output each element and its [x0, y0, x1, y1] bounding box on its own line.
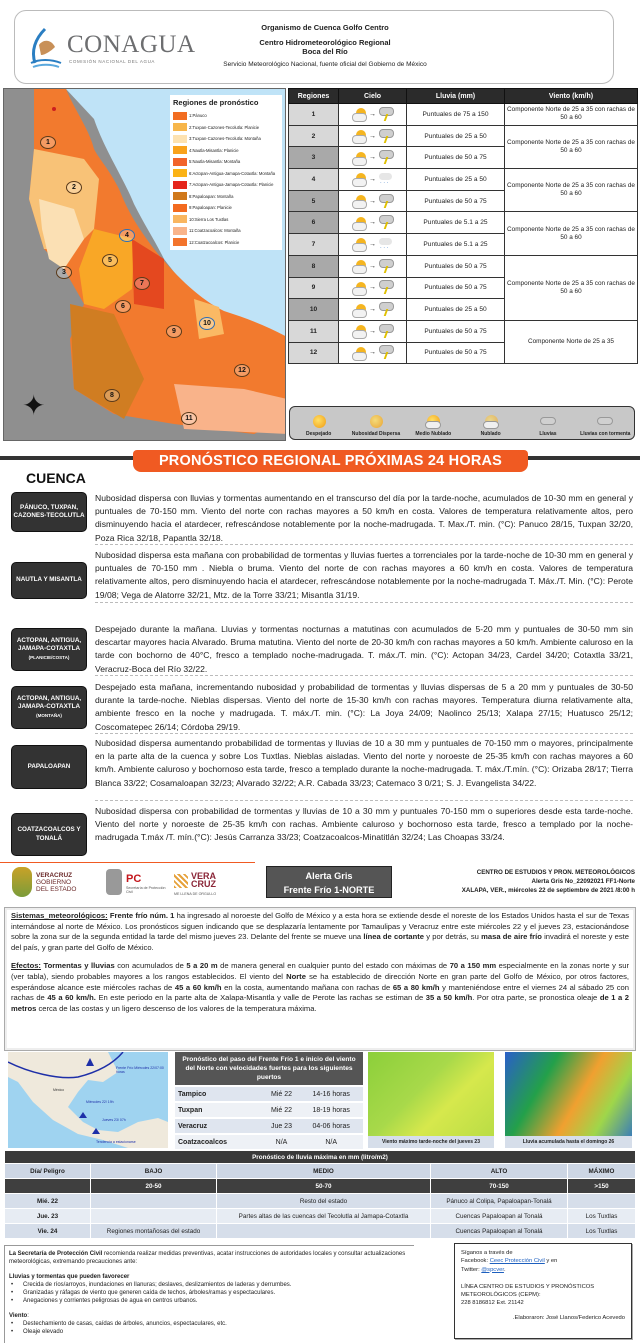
- conagua-emblem-icon: [27, 25, 63, 71]
- dashed-divider: [95, 602, 633, 603]
- legend-label: 2:Tuxpan-Cazones-Tecolutla: Planicie: [189, 124, 260, 130]
- thunderstorm-icon: [378, 215, 393, 230]
- arrow-right-icon: →: [369, 219, 376, 227]
- port-hours: 14-16 horas: [299, 1087, 363, 1101]
- legend-swatch: [173, 112, 187, 120]
- region-marker-1: 1: [40, 136, 56, 149]
- rain-medio: Partes altas de las cuencas del Tecolutla al Jamapa-Cotaxtla: [217, 1209, 430, 1223]
- legend-swatch: [173, 192, 187, 200]
- port-hours: N/A: [299, 1135, 363, 1149]
- legend-title: Regiones de pronóstico: [173, 98, 259, 107]
- legend-item: [173, 202, 279, 214]
- rain-forecast: Puntuales de 75 a 150: [407, 104, 505, 126]
- port-day: Mié 22: [264, 1087, 300, 1101]
- smn-tagline: Servicio Meteorológico Nacional, fuente oficial del Gobierno de México: [223, 61, 427, 68]
- accumulated-rain-caption: Lluvia acumulada hasta el domingo 26: [505, 1136, 632, 1148]
- legend-swatch: [173, 204, 187, 212]
- header-titles: [175, 23, 475, 68]
- rain-day: Vie. 24: [5, 1224, 90, 1238]
- partly-cloudy-icon: [352, 217, 367, 229]
- arrow-right-icon: →: [369, 110, 376, 118]
- port-day: Mié 22: [264, 1103, 300, 1117]
- max-rain-table: Pronóstico de lluvia máxima en mm (litro/m2) Día/ Peligro BAJO MEDIO ALTO MÁXIMO 20-50 50-70 70-150 >150 Mié. 22 Resto del estado Pánuco al Colipa, Papaloapan-Tonalá Jue. 23 Partes altas de las cuencas del Tecolutla al Jamapa-Cotaxtla Cuencas Papaloapan al Tonalá Los Tuxtlas Vie. 24 Regiones montañosas del estado Cuencas Papaloapan al Tonalá Los Tuxtlas: [4, 1150, 636, 1239]
- arrow-right-icon: →: [369, 327, 376, 335]
- ports-forecast: [175, 1052, 363, 1151]
- region-number: 1: [289, 104, 339, 126]
- organism-name: Organismo de Cuenca Golfo Centro: [261, 23, 389, 32]
- region-row: [289, 212, 638, 234]
- thunderstorm-icon: [378, 302, 393, 317]
- thunderstorm-icon: [378, 194, 393, 209]
- region-number: 10: [289, 299, 339, 321]
- region-marker-4: 4: [119, 229, 135, 242]
- col-lluvia: Lluvia (mm): [407, 89, 505, 104]
- contact-box: Síganos a través de Facebook: Ceec Protección Civil y en Twitter: @spcver. LÍNEA CENTRO DE ESTUDIOS Y PRONÓSTICOS METEOROLÓGICOS (CEPM): 228 8186812 Ext. 21142 .Elaboraron: José Llanos/Federico Acevedo: [454, 1243, 632, 1339]
- rain-icon: [378, 237, 393, 252]
- max-wind-map: [368, 1052, 494, 1148]
- regional-forecast-title: PRONÓSTICO REGIONAL PRÓXIMAS 24 HORAS: [133, 450, 528, 472]
- rain-alto: Cuencas Papaloapan al Tonalá: [431, 1224, 567, 1238]
- alert-info: [395, 868, 635, 895]
- partly-cloudy-icon: [352, 152, 367, 164]
- rain-bajo: Regiones montañosas del estado: [91, 1224, 216, 1238]
- partly-cloudy-icon: [352, 282, 367, 294]
- region-number: 8: [289, 255, 339, 277]
- region-marker-9: 9: [166, 325, 182, 338]
- thunderstorm-icon: [378, 345, 393, 360]
- thunderstorm-icon: [378, 324, 393, 339]
- rain-forecast: Puntuales de 5.1 a 25: [407, 212, 505, 234]
- basin-name-badge: COATZACOALCOS Y TONALÁ: [11, 813, 87, 856]
- facebook-link[interactable]: Ceec Protección Civil: [489, 1258, 545, 1265]
- legend-swatch: [173, 238, 187, 246]
- rain-day: Jue. 23: [5, 1209, 90, 1223]
- basin-name-badge: ACTOPAN, ANTIGUA, JAMAPA-COTAXTLA (PLANICIE/COSTA): [11, 628, 87, 671]
- veracruz-coat-of-arms-icon: [12, 867, 32, 897]
- col-viento: Viento (km/h): [505, 89, 638, 104]
- basin-name-badge: NAUTLA Y MISANTLA: [11, 562, 87, 599]
- port-row: [175, 1119, 363, 1133]
- partly-cloudy-icon: [352, 130, 367, 142]
- basin-name-badge: PÁNUCO, TUXPAN, CAZONES-TECOLUTLA: [11, 492, 87, 532]
- orange-divider: [0, 862, 255, 863]
- legend-swatch: [173, 181, 187, 189]
- arrow-right-icon: →: [369, 154, 376, 162]
- meteorological-systems-box: [4, 907, 636, 1051]
- region-marker-11: 11: [181, 412, 197, 425]
- partly-cloudy-icon: [352, 195, 367, 207]
- thunderstorm-icon: [378, 107, 393, 122]
- twitter-link[interactable]: @spcver: [481, 1266, 504, 1273]
- region-number: 6: [289, 212, 339, 234]
- legend-item: [173, 179, 279, 191]
- sky-legend-partly-cloudy: Medio Nublado: [406, 414, 460, 437]
- alert-badge: Alerta Gris Frente Frío 1-NORTE: [266, 866, 392, 898]
- rain-row: [5, 1209, 635, 1223]
- sky-legend-scattered: Nubosidad Dispersa: [349, 414, 403, 437]
- region-number: 9: [289, 277, 339, 299]
- rain-row: [5, 1224, 635, 1238]
- logo-wordmark: CONAGUA: [67, 31, 196, 58]
- pc-logo: PC: [126, 873, 142, 885]
- vera-cruz-pattern-icon: [174, 874, 188, 888]
- region-number: 12: [289, 342, 339, 364]
- wind-hazards-title: Viento:: [9, 1312, 29, 1319]
- center-location: Boca del Río: [302, 47, 348, 56]
- port-row: [175, 1135, 363, 1149]
- legend-item: [173, 237, 279, 249]
- rain-hazard-item: • Crecida de ríos/arroyos, inundaciones en llanuras; deslaves, deslizamientos de laderas y derrumbes.: [9, 1281, 410, 1289]
- dashed-divider: [95, 733, 633, 734]
- arrow-right-icon: →: [369, 306, 376, 314]
- legend-swatch: [173, 215, 187, 223]
- col-cielo: Cielo: [339, 89, 407, 104]
- basin-forecast-text: Despejado esta mañana, incrementando nubosidad y probabilidad de tormentas y lluvias dispersas de 5 a 20 mm y puntuales de 30-50 durante la tarde-noche. Nieblas dispersas. Viento del norte de 15-30 km/h con rachas mayores. Temperatura diurna relativamente alta, ambiente fresco en la noche y madrugada. T. máx./T. min. (°C): La Joya 24/09; Naolinco 25/13; Xalapa 27/15; Huatusco 25/12; Coscomatepec 26/14; Córdoba 29/19.: [95, 682, 633, 732]
- legend-swatch: [173, 146, 187, 154]
- legend-swatch: [173, 158, 187, 166]
- wind-forecast: Componente Norte de 25 a 35 con rachas de 50 a 60: [505, 169, 638, 212]
- legend-label: 12:Coatzacoalcos: Planicie: [189, 239, 240, 245]
- legend-label: 4:Nautla-Misantla: Planicie: [189, 147, 239, 153]
- rain-hazard-item: • Anegaciones y corrientes peligrosas de agua en centros urbanos.: [9, 1297, 410, 1305]
- thunderstorm-icon: [378, 150, 393, 165]
- center-name: Centro Hidrometeorológico Regional: [259, 38, 391, 47]
- basin-forecast-text: Nubosidad dispersa aumentando probabilidad de tormentas y lluvias de 10 a 30 mm y puntuales de 70-150 mm o mayores, principalmente en la parte alta de la cuenca y sobre Los Tuxtlas. Nieblas aisladas. Viento del norte y noroeste de 25-35 km/h con rachas mayores a 60 km/h. Ambiente caluroso y bochornoso esta tarde, fresco a templado durante la noche-madrugada. T. máx./T.mín. (°C): Orizaba 28/17; Tierra Blanca 33/22; Cosamaloapan 32/23; Alvarado 32/22; A.R. Cabada 33/23; Catemaco 3 0/21; S. J. Evangelista 34/22.: [95, 738, 633, 788]
- region-row: [289, 104, 638, 126]
- region-marker-8: 8: [104, 389, 120, 402]
- legend-item: [173, 214, 279, 226]
- rain-maximo: Los Tuxtlas: [568, 1224, 635, 1238]
- arrow-right-icon: →: [369, 197, 376, 205]
- issuing-center: CENTRO DE ESTUDIOS Y PRON. METEOROLÓGICOS: [476, 869, 635, 876]
- rain-forecast: Puntuales de 5.1 a 25: [407, 234, 505, 256]
- legend-swatch: [173, 169, 187, 177]
- arrow-right-icon: →: [369, 240, 376, 248]
- rain-forecast: Puntuales de 50 a 75: [407, 255, 505, 277]
- compass-rose-icon: ✦: [22, 390, 46, 421]
- region-marker-5: 5: [102, 254, 118, 267]
- wind-forecast: Componente Norte de 25 a 35 con rachas de 50 a 60: [505, 104, 638, 126]
- rain-hazards-title: Lluvias y tormentas que pueden favorecer: [9, 1273, 130, 1280]
- port-row: [175, 1087, 363, 1101]
- arrow-right-icon: →: [369, 284, 376, 292]
- vera-cruz-logo: VERA CRUZ: [191, 871, 216, 889]
- rain-alto: Cuencas Papaloapan al Tonalá: [431, 1209, 567, 1223]
- rain-forecast: Puntuales de 25 a 50: [407, 299, 505, 321]
- rain-forecast: Puntuales de 50 a 75: [407, 320, 505, 342]
- sky-forecast: [339, 125, 407, 147]
- legend-label: 7:Actopan-Antigua-Jamapa-Cotaxtla: Planicie: [189, 182, 274, 188]
- dashed-divider: [95, 675, 633, 676]
- region-number: 7: [289, 234, 339, 256]
- legend-item: [173, 225, 279, 237]
- rain-maximo: [568, 1194, 635, 1208]
- legend-swatch: [173, 227, 187, 235]
- legend-item: [173, 133, 279, 145]
- legend-label: 1:Pánuco: [189, 113, 207, 119]
- region-marker-2: 2: [66, 181, 82, 194]
- arrow-right-icon: →: [369, 349, 376, 357]
- region-number: 4: [289, 169, 339, 191]
- pc-shield-icon: [106, 869, 122, 895]
- basin-forecast-text: Nubosidad dispersa con lluvias y tormentas aumentando en el transcurso del día por la tarde-noche, acumulados de 10-30 mm en general y puntuales de 70-150 mm. Viento del norte con rachas mayores a 50 km/h en costa. Valores de temperatura relativamente altos, pero disminuyendo hacia el atardecer, refrescándose notablemente por la noche-madrugada. T. Max./T. min. (°C): Panuco 28/15, Tuxpan 32/20, Poza Rica 32/18, Papantla 32/18.: [95, 493, 633, 543]
- region-number: 2: [289, 125, 339, 147]
- conagua-logo: [27, 25, 196, 71]
- legend-item: [173, 156, 279, 168]
- wind-forecast: Componente Norte de 25 a 35: [505, 320, 638, 363]
- legend-item: [173, 191, 279, 203]
- arrow-right-icon: →: [369, 175, 376, 183]
- rain-hazard-item: • Granizadas y ráfagas de viento que generen caída de techos, árboles/ramas y espectaculares.: [9, 1289, 410, 1297]
- wind-forecast: Componente Norte de 25 a 35 con rachas de 50 a 60: [505, 212, 638, 255]
- port-hours: 18-19 horas: [299, 1103, 363, 1117]
- region-row: [289, 255, 638, 277]
- col-regiones: Regiones: [289, 89, 339, 104]
- partly-cloudy-icon: [352, 238, 367, 250]
- legend-swatch: [173, 135, 187, 143]
- port-name: Coatzacoalcos: [175, 1135, 264, 1149]
- region-marker-12: 12: [234, 364, 250, 377]
- legend-item: [173, 110, 279, 122]
- partly-cloudy-icon: [352, 304, 367, 316]
- authors-signature: .Elaboraron: José Llanos/Federico Acevedo: [512, 1314, 625, 1321]
- region-row: [289, 125, 638, 147]
- alert-datetime: XALAPA, VER., miércoles 22 de septiembre de 2021 /8:00 h: [461, 887, 635, 894]
- port-row: [175, 1103, 363, 1117]
- sky-legend-cloudy: Nublado: [464, 414, 518, 437]
- cuenca-label: CUENCA: [26, 470, 86, 486]
- sky-forecast: [339, 104, 407, 126]
- sky-forecast: [339, 169, 407, 191]
- rain-forecast: Puntuales de 50 a 75: [407, 190, 505, 212]
- clouds-icon: [482, 414, 500, 430]
- thunderstorm-icon: [378, 129, 393, 144]
- sun-haze-icon: [367, 414, 385, 430]
- thunderstorm-icon: [378, 259, 393, 274]
- report-header: [14, 10, 614, 84]
- wind-hazard-item: • Oleaje elevado: [9, 1328, 410, 1336]
- rain-forecast: Puntuales de 50 a 75: [407, 277, 505, 299]
- map-legend: [170, 95, 282, 250]
- port-name: Tampico: [175, 1087, 264, 1101]
- government-logos: VERACRUZ GOBIERNO DEL ESTADO PC Secretaría de Protección Civil VERA CRUZ ME LLENA DE ORGULLO: [10, 864, 260, 900]
- legend-item: [173, 145, 279, 157]
- sky-forecast: [339, 277, 407, 299]
- rain-table-title: Pronóstico de lluvia máxima en mm (litro/m2): [5, 1151, 635, 1163]
- region-marker-7: 7: [134, 277, 150, 290]
- sky-forecast: [339, 147, 407, 169]
- partly-cloudy-icon: [352, 173, 367, 185]
- port-name: Tuxpan: [175, 1103, 264, 1117]
- basin-forecast-text: Despejado durante la mañana. Lluvias y tormentas nocturnas a matutinas con acumulados de 5-20 mm y puntuales de 30-50 mm sin descartar mayores hacia Alvarado. Bruma matutina. Viento del norte de 20-30 km/h con rachas mayores a 50 km/h. Ambiente caluroso en la tarde con bochorno de 40°C, fresco a templado noche-madrugada. T. máx./T. min. (°C): Actopan 34/23, Cardel 34/20; Cotaxtla 33/21, Veracruz-Boca del Río 32/22.: [95, 624, 633, 674]
- partly-cloudy-icon: [352, 108, 367, 120]
- sun-cloud-icon: [424, 414, 442, 430]
- sky-legend-clear: Despejado: [292, 414, 346, 437]
- dashed-divider: [95, 800, 633, 801]
- sky-forecast: [339, 320, 407, 342]
- rain-medio: Resto del estado: [217, 1194, 430, 1208]
- cepm-line-title: LÍNEA CENTRO DE ESTUDIOS Y PRONÓSTICOS METEOROLÓGICOS (CEPM):: [461, 1283, 595, 1299]
- port-day: N/A: [264, 1135, 300, 1149]
- rain-forecast: Puntuales de 50 a 75: [407, 342, 505, 364]
- sky-forecast: [339, 255, 407, 277]
- partly-cloudy-icon: [352, 260, 367, 272]
- sky-forecast: [339, 212, 407, 234]
- pc-intro: La Secretaría de Protección Civil recomienda realizar medidas preventivas, acatar instrucciones de autoridades locales y consultar actualizaciones meteorológicas, extremando precauciones ante:: [9, 1251, 406, 1266]
- rain-icon: [539, 414, 557, 430]
- rain-forecast: Puntuales de 50 a 75: [407, 147, 505, 169]
- port-hours: 04-06 horas: [299, 1119, 363, 1133]
- ports-title: Pronóstico del paso del Frente Frío 1 e inicio del viento del Norte con velocidades fuertes para los siguientes puertos: [175, 1052, 363, 1085]
- veracruz-gov-logo: VERACRUZ GOBIERNO DEL ESTADO: [36, 872, 77, 893]
- legend-label: 3:Tuxpan-Cazones-Tecolutla: Montaña: [189, 136, 261, 142]
- rain-bajo: [91, 1209, 216, 1223]
- civil-protection-recommendations: [4, 1245, 414, 1343]
- regions-forecast-table: [288, 88, 638, 364]
- legend-label: 6:Actopan-Antigua-Jamapa-Cotaxtla: Montaña: [189, 170, 276, 176]
- rain-medio: [217, 1224, 430, 1238]
- region-marker-6: 6: [115, 300, 131, 313]
- arrow-right-icon: →: [369, 132, 376, 140]
- legend-label: 10:Sierra Los Tuxtlas: [189, 216, 229, 222]
- rain-bajo: [91, 1194, 216, 1208]
- basin-forecast-text: Nubosidad dispersa con probabilidad de tormentas y lluvias de 10 a 30 mm y puntuales 70-150 mm o superiores desde esta tarde-noche. Viento del norte y noroeste de 25-35 km/h con rachas. Ambiente caluroso y bochornoso esta tarde, fresco a templado por la noche-madrugada T.máx /T. mín.(°C): Jesús Carranza 33/23; Coatzacoalcos-Minatitlán 32/24; Las Choapas 33/24.: [95, 806, 633, 843]
- region-marker-3: 3: [56, 266, 72, 279]
- sky-legend: [289, 406, 635, 440]
- effects-paragraph: Efectos: Tormentas y lluvias con acumulados de 5 a 20 m de manera general en cualquier punto del estado con máximas de 70 a 150 mm especialmente en la zonas norte y sur (ver tabla), siendo probables mayores a los rangos establecidos. El viento del Norte se ha establecido de dirección Norte en gran parte del Golfo de México, por otros factores, esperándose alcance este miércoles rachas de 45 a 60 km/h en la costa, aumentando mañana con rachas de 65 a 80 km/h y manteniéndose entre el viernes 24 al sábado 25 con rachas de 45 a 60 km/h. En este periodo en la parte alta de Xalapa-Misantla y valle de Perote las rachas se estiman de 35 a 50 km/h. Por otra parte, se pronostica oleaje de 1 a 2 metros cerca de las costas y un ligero descenso de los valores de la temperatura máxima.: [11, 961, 630, 1013]
- legend-item: [173, 122, 279, 134]
- rain-alto: Pánuco al Colipa, Papaloapan-Tonalá: [431, 1194, 567, 1208]
- rain-maximo: Los Tuxtlas: [568, 1209, 635, 1223]
- sun-icon: [310, 414, 328, 430]
- systems-paragraph: Sistemas_meteorológicos: Frente frío núm. 1 ha ingresado al noroeste del Golfo de México y a esta hora se extiende desde el noreste de los Estados Unidos hasta el sur de Texas internándose al norte de México. Los pronósticos siguen indicando que se desplazaría lentamente por Tamaulipas y Veracruz entre este miércoles 22 y el jueves 23, estacionándose sobre la zona sur de la segunda entidad la tarde del mismo jueves 23. Delante del frente se mueve una línea de cortante y por detrás, su masa de aire frío invadirá el noreste y este del país, y gran parte del Golfo de México.: [11, 911, 630, 952]
- rain-row: [5, 1194, 635, 1208]
- rain-day: Mié. 22: [5, 1194, 90, 1208]
- sky-legend-storm: Lluvias con tormenta: [578, 414, 632, 437]
- wind-forecast: Componente Norte de 25 a 35 con rachas de 50 a 60: [505, 125, 638, 168]
- region-marker-10: 10: [199, 317, 215, 330]
- legend-label: 8:Papaloapan: Montaña: [189, 193, 234, 199]
- region-row: [289, 320, 638, 342]
- arrow-right-icon: →: [369, 262, 376, 270]
- logo-subtitle: COMISIÓN NACIONAL DEL AGUA: [69, 59, 156, 64]
- region-row: [289, 169, 638, 191]
- rain-icon: [378, 172, 393, 187]
- sky-forecast: [339, 234, 407, 256]
- legend-label: 11:Coatzacoalcos: Montaña: [189, 228, 241, 234]
- thunderstorm-icon: [596, 414, 614, 430]
- accumulated-rain-map: [505, 1052, 632, 1148]
- dashed-divider: [95, 544, 633, 545]
- sky-forecast: [339, 190, 407, 212]
- basin-name-badge: ACTOPAN, ANTIGUA, JAMAPA-COTAXTLA (MONTAÑA): [11, 686, 87, 729]
- region-number: 5: [289, 190, 339, 212]
- partly-cloudy-icon: [352, 347, 367, 359]
- region-number: 11: [289, 320, 339, 342]
- sky-forecast: [339, 299, 407, 321]
- basin-forecast-text: Nubosidad dispersa esta mañana con probabilidad de tormentas y lluvias fuertes a torrenciales por la tarde-noche de 10-30 mm en general y puntuales de 70-150 mm . Niebla o bruma. Viento del norte de con rachas mayores a 60 km/h en costa. Valores de temperatura relativamente altos, pero disminuyendo hacia el atardecer, refrescándose notablemente por la noche-madrugada T. Máx./T. Min. (°C): Perote 19/08; Vega de Alatorre 32/21, Mtz. de la Torre 33/21; Misantla 31/19.: [95, 550, 633, 600]
- partly-cloudy-icon: [352, 325, 367, 337]
- wind-forecast: Componente Norte de 25 a 35 con rachas de 50 a 60: [505, 255, 638, 320]
- legend-swatch: [173, 123, 187, 131]
- basin-name-badge: PAPALOAPAN: [11, 745, 87, 789]
- cold-front-track-map: Frente Frío Miércoles 22/07:00 horas Miércoles 22/ 19h Jueves 23/ 07h Tendencia a estacionarse México: [8, 1052, 168, 1148]
- alert-number: Alerta Gris No_22092021 FF1-Norte: [531, 878, 635, 885]
- rain-forecast: Puntuales de 25 a 50: [407, 125, 505, 147]
- forecast-regions-map: [3, 88, 286, 441]
- region-number: 3: [289, 147, 339, 169]
- max-wind-caption: Viento máximo tarde-noche del jueves 23: [368, 1136, 494, 1148]
- port-name: Veracruz: [175, 1119, 264, 1133]
- legend-item: [173, 168, 279, 180]
- legend-label: 5:Nautla-Misantla: Montaña: [189, 159, 241, 165]
- legend-label: 9:Papaloapan: Planicie: [189, 205, 232, 211]
- thunderstorm-icon: [378, 280, 393, 295]
- wind-hazard-item: • Destechamiento de casas, caídas de árboles, anuncios, espectaculares, etc.: [9, 1320, 410, 1328]
- cepm-phone: 228 8186812 Ext. 21142: [461, 1300, 524, 1307]
- rain-forecast: Puntuales de 25 a 50: [407, 169, 505, 191]
- sky-legend-rain: Lluvias: [521, 414, 575, 437]
- port-day: Jue 23: [264, 1119, 300, 1133]
- sky-forecast: [339, 342, 407, 364]
